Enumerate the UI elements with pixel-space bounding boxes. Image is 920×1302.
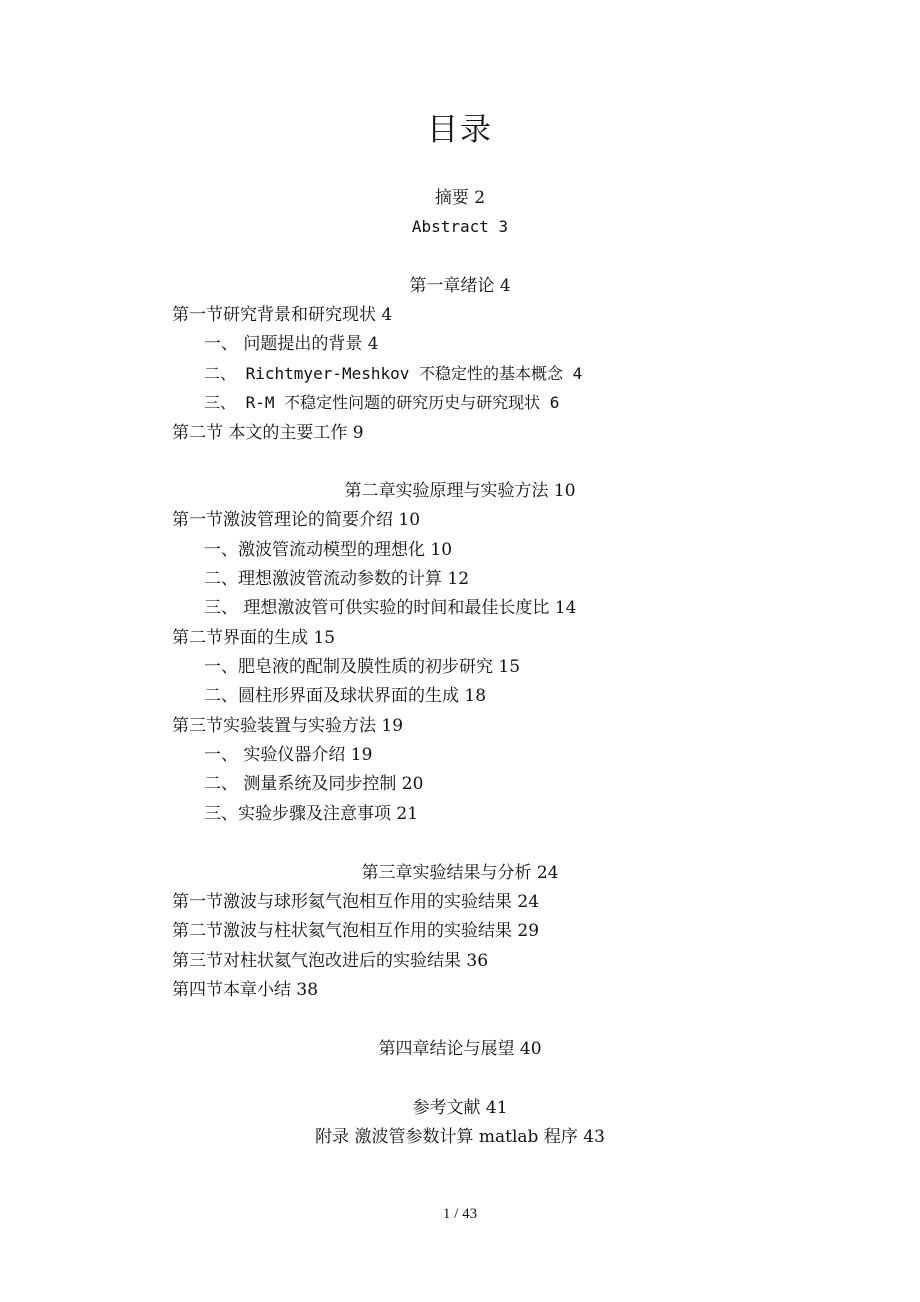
page-number: 1 / 43 (442, 1206, 478, 1222)
toc-chapter-4[interactable]: 第四章结论与展望 40 (378, 1039, 542, 1059)
toc-ch3-section-4[interactable]: 第四节本章小结 38 (172, 980, 319, 1000)
toc-appendix[interactable]: 附录 激波管参数计算 matlab 程序 43 (315, 1127, 605, 1147)
toc-ch3-section-3[interactable]: 第三节对柱状氦气泡改进后的实验结果 36 (172, 951, 489, 971)
toc-ch1-s1-item-2[interactable]: 二、 Richtmyer-Meshkov 不稳定性的基本概念 4 (204, 364, 583, 383)
toc-references[interactable]: 参考文献 41 (412, 1098, 508, 1118)
toc-abstract-cn[interactable]: 摘要 2 (434, 188, 486, 208)
toc-chapter-1[interactable]: 第一章绪论 4 (409, 276, 511, 296)
toc-chapter-2[interactable]: 第二章实验原理与实验方法 10 (344, 481, 576, 501)
toc-ch2-s2-item-1[interactable]: 一、肥皂液的配制及膜性质的初步研究 15 (204, 657, 521, 677)
toc-abstract-en[interactable]: Abstract 3 (411, 217, 509, 236)
toc-ch2-s1-item-3[interactable]: 三、 理想激波管可供实验的时间和最佳长度比 14 (204, 598, 577, 618)
page-title: 目录 (427, 112, 493, 148)
toc-ch2-s3-item-2[interactable]: 二、 测量系统及同步控制 20 (204, 774, 424, 794)
toc-ch2-s1-item-1[interactable]: 一、激波管流动模型的理想化 10 (204, 540, 453, 560)
toc-ch3-section-2[interactable]: 第二节激波与柱状氦气泡相互作用的实验结果 29 (172, 921, 540, 941)
toc-ch2-s3-item-3[interactable]: 三、实验步骤及注意事项 21 (204, 804, 419, 824)
toc-ch2-s3-item-1[interactable]: 一、 实验仪器介绍 19 (204, 745, 373, 765)
toc-ch1-s1-item-3[interactable]: 三、 R-M 不稳定性问题的研究历史与研究现状 6 (204, 393, 560, 412)
toc-ch3-section-1[interactable]: 第一节激波与球形氦气泡相互作用的实验结果 24 (172, 892, 540, 912)
toc-ch2-s2-item-2[interactable]: 二、圆柱形界面及球状界面的生成 18 (204, 686, 487, 706)
toc-ch2-section-3[interactable]: 第三节实验装置与实验方法 19 (172, 716, 404, 736)
toc-ch1-s1-item-1[interactable]: 一、 问题提出的背景 4 (204, 334, 379, 354)
toc-ch2-section-2[interactable]: 第二节界面的生成 15 (172, 628, 336, 648)
toc-ch1-section-1[interactable]: 第一节研究背景和研究现状 4 (172, 305, 393, 325)
toc-ch2-section-1[interactable]: 第一节激波管理论的简要介绍 10 (172, 510, 421, 530)
toc-ch1-section-2[interactable]: 第二节 本文的主要工作 9 (172, 423, 364, 443)
toc-chapter-3[interactable]: 第三章实验结果与分析 24 (361, 863, 559, 883)
toc-ch2-s1-item-2[interactable]: 二、理想激波管流动参数的计算 12 (204, 569, 470, 589)
